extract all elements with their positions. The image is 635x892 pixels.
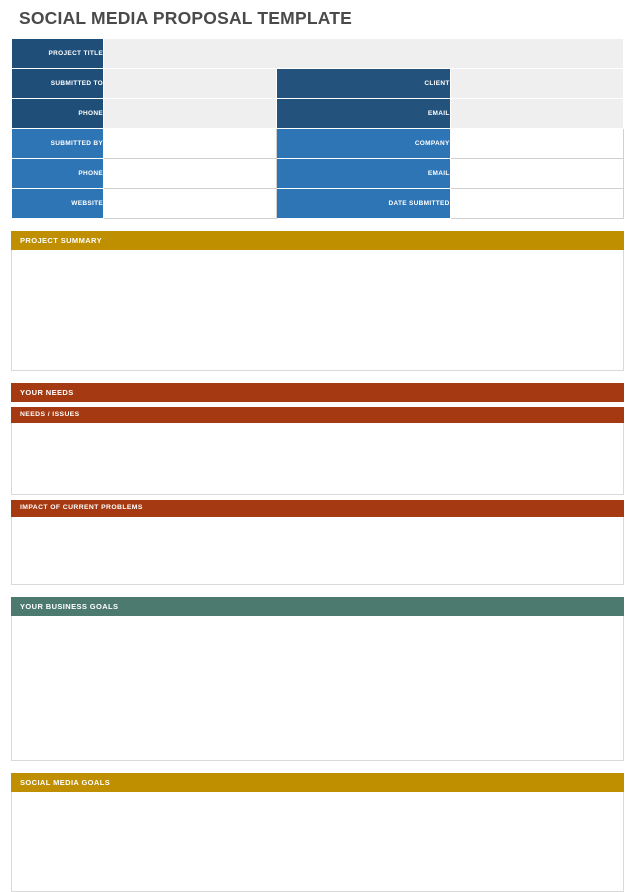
field-social-media-goals[interactable]	[11, 792, 624, 892]
section-social-media-goals	[11, 773, 624, 892]
subsection-heading-impact: IMPACT OF CURRENT PROBLEMS	[11, 500, 624, 516]
label-company: COMPANY	[277, 129, 450, 159]
table-row	[12, 189, 624, 219]
field-project-title[interactable]	[104, 39, 624, 69]
label-website: WEBSITE	[12, 189, 104, 219]
page-title: SOCIAL MEDIA PROPOSAL TEMPLATE	[19, 8, 353, 28]
field-client[interactable]	[450, 69, 623, 99]
table-row	[12, 129, 624, 159]
label-client: CLIENT	[277, 69, 450, 99]
table-row	[12, 39, 624, 69]
section-business-goals	[11, 597, 624, 761]
field-date-submitted[interactable]	[450, 189, 623, 219]
label-submitted-by: SUBMITTED BY	[12, 129, 104, 159]
section-heading-your-needs: YOUR NEEDS	[11, 383, 624, 402]
spacer	[11, 219, 624, 231]
field-submitted-by[interactable]	[104, 129, 277, 159]
section-your-needs	[11, 383, 624, 584]
field-phone-sender[interactable]	[104, 159, 277, 189]
field-email-sender[interactable]	[450, 159, 623, 189]
field-project-summary[interactable]	[11, 250, 624, 371]
label-phone-sender: PHONE	[12, 159, 104, 189]
section-heading-project-summary: PROJECT SUMMARY	[11, 231, 624, 250]
field-submitted-to[interactable]	[104, 69, 277, 99]
label-email-sender: EMAIL	[277, 159, 450, 189]
section-heading-social-media-goals: SOCIAL MEDIA GOALS	[11, 773, 624, 792]
section-project-summary	[11, 231, 624, 371]
label-submitted-to: SUBMITTED TO	[12, 69, 104, 99]
label-email-client: EMAIL	[277, 99, 450, 129]
subsection-heading-needs-issues: NEEDS / ISSUES	[11, 407, 624, 423]
label-phone-client: PHONE	[12, 99, 104, 129]
label-date-submitted: DATE SUBMITTED	[277, 189, 450, 219]
table-row	[12, 69, 624, 99]
field-business-goals[interactable]	[11, 616, 624, 761]
spacer	[11, 761, 624, 773]
field-phone-client[interactable]	[104, 99, 277, 129]
project-info-table	[11, 38, 624, 219]
spacer	[11, 585, 624, 597]
field-website[interactable]	[104, 189, 277, 219]
spacer	[11, 371, 624, 383]
label-project-title: PROJECT TITLE	[12, 39, 104, 69]
field-email-client[interactable]	[450, 99, 623, 129]
table-row	[12, 159, 624, 189]
field-impact[interactable]	[11, 517, 624, 585]
field-company[interactable]	[450, 129, 623, 159]
section-heading-business-goals: YOUR BUSINESS GOALS	[11, 597, 624, 616]
field-needs-issues[interactable]	[11, 423, 624, 495]
table-row	[12, 99, 624, 129]
